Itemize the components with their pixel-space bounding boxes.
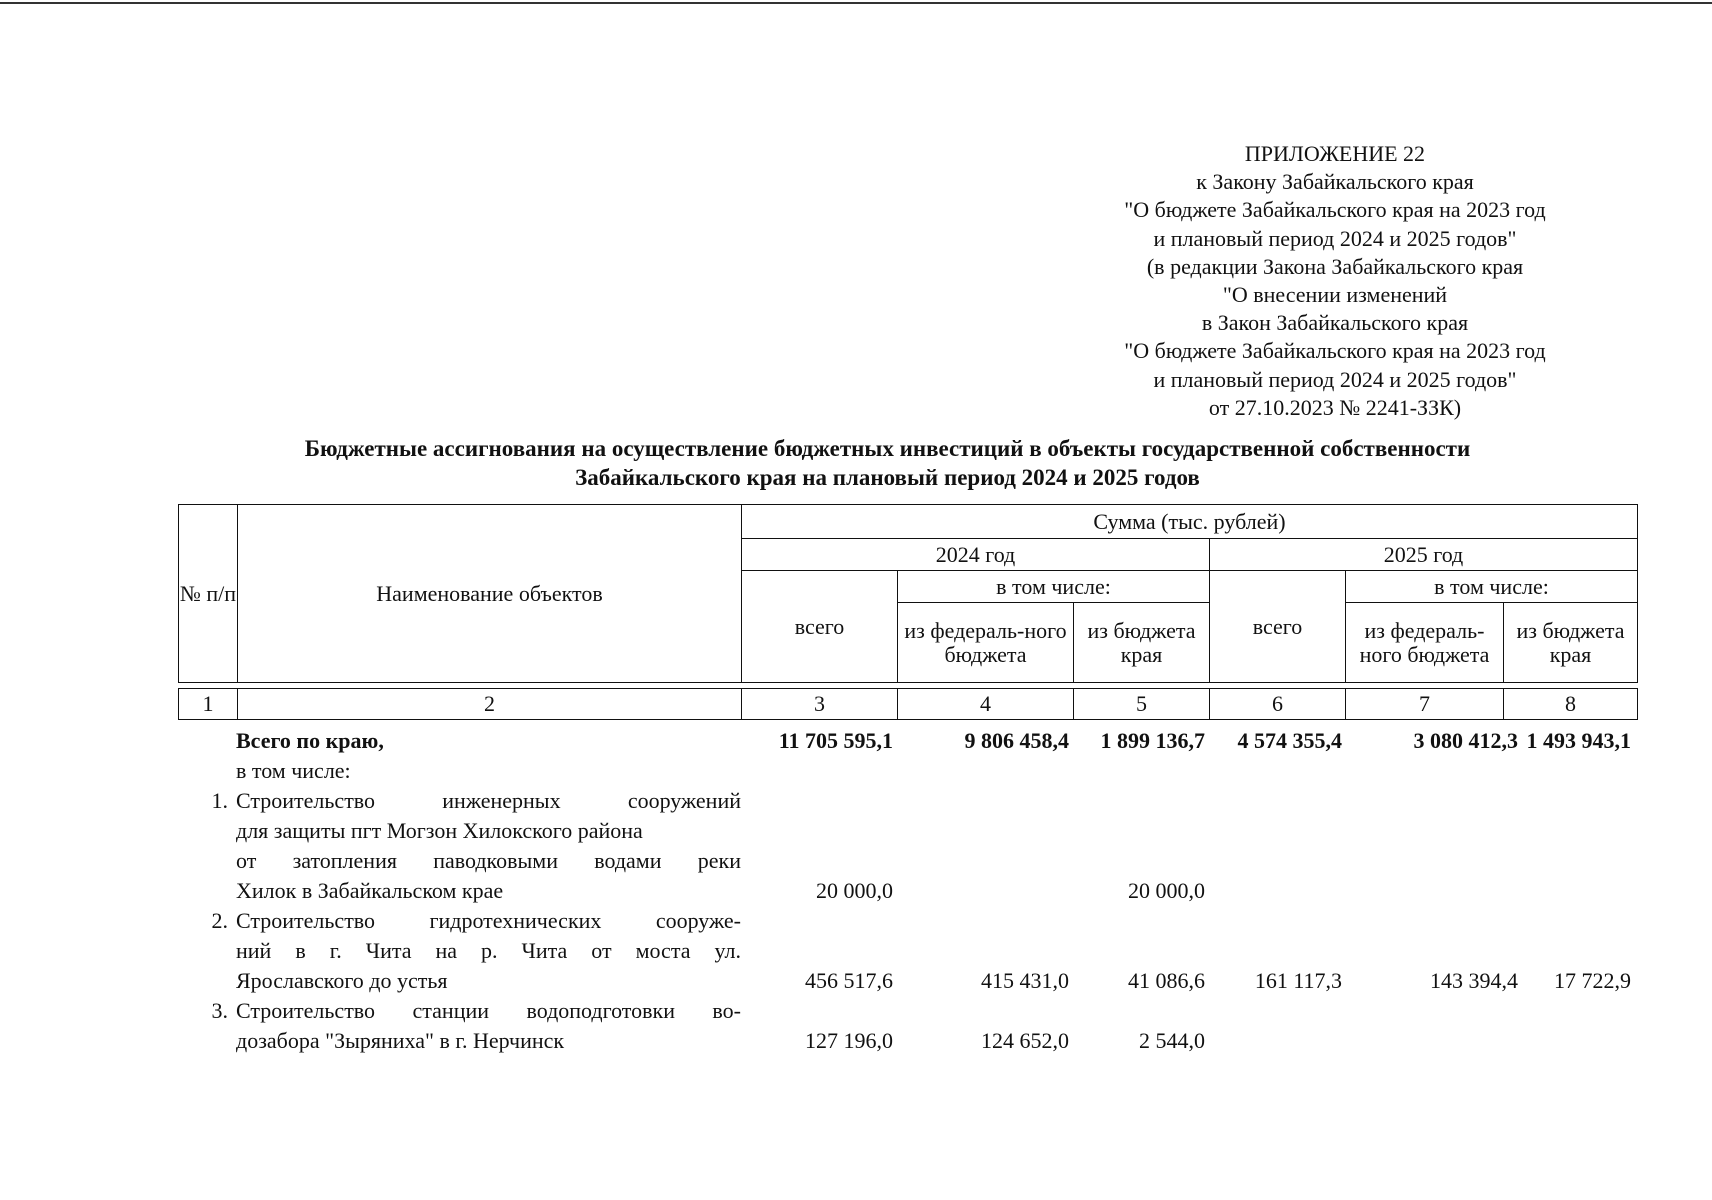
- appendix-line: от 27.10.2023 № 2241-ЗЗК): [1208, 394, 1462, 420]
- total-label: Всего по краю,: [236, 728, 384, 753]
- header-year-2025: 2025 год: [1210, 539, 1638, 571]
- row-number: 1.: [211, 788, 228, 813]
- row-name-line: Строительство инженерных сооружений: [236, 788, 741, 813]
- total-value: 9 806 458,4: [964, 728, 1069, 753]
- column-number: 5: [1074, 689, 1210, 720]
- total-value: 4 574 355,4: [1237, 728, 1342, 753]
- column-number: 8: [1504, 689, 1638, 720]
- row-value: 456 517,6: [805, 968, 893, 993]
- header-num: № п/п: [179, 505, 238, 683]
- column-number: 3: [742, 689, 898, 720]
- total-value: 11 705 595,1: [778, 728, 893, 753]
- header-federal-2025: из федераль-ного бюджета: [1346, 603, 1504, 683]
- appendix-line: и плановый период 2024 и 2025 годов": [1153, 225, 1517, 251]
- budget-table-body: [178, 726, 1633, 1056]
- row-value: [1345, 1026, 1518, 1056]
- row-name-line: Строительство станции водоподготовки во-: [236, 998, 741, 1023]
- row-value: 17 722,9: [1554, 968, 1631, 993]
- appendix-line: "О внесении изменений: [1222, 282, 1448, 308]
- header-total-2024: всего: [742, 571, 898, 683]
- header-sum: Сумма (тыс. рублей): [742, 505, 1638, 539]
- row-value: 415 431,0: [981, 968, 1069, 993]
- header-total-2025: всего: [1210, 571, 1346, 683]
- total-sublabel: в том числе:: [236, 758, 351, 783]
- appendix-line: в Закон Забайкальского края: [1201, 310, 1469, 336]
- appendix-line: "О бюджете Забайкальского края на 2023 год: [1124, 338, 1546, 364]
- header-including-2025: в том числе:: [1346, 571, 1638, 603]
- row-name-line: Хилок в Забайкальском крае: [236, 878, 504, 903]
- title-line-2: Забайкальского края на плановый период 2024 и 2025 годов: [575, 465, 1200, 490]
- appendix-line: (в редакции Закона Забайкальского края: [1146, 253, 1524, 279]
- row-value: 127 196,0: [805, 1028, 893, 1053]
- table-row: [178, 906, 1633, 996]
- row-value: [897, 876, 1069, 906]
- row-value: [1209, 1026, 1342, 1056]
- title-line-1: Бюджетные ассигнования на осуществление бюджетных инвестиций в объекты государственной собственности: [304, 436, 1471, 461]
- row-name-line: от затопления паводковыми водами реки: [236, 848, 741, 873]
- row-value: 161 117,3: [1254, 968, 1342, 993]
- table-row: [178, 786, 1633, 906]
- row-value: [1345, 876, 1518, 906]
- row-name-line: Ярославского до устья: [236, 968, 448, 993]
- header-name: Наименование объектов: [238, 505, 742, 683]
- row-value: 2 544,0: [1139, 1028, 1205, 1053]
- column-number: 7: [1346, 689, 1504, 720]
- appendix-line: к Закону Забайкальского края: [1196, 169, 1474, 195]
- column-number: 1: [179, 689, 238, 720]
- appendix-line: ПРИЛОЖЕНИЕ 22: [1244, 141, 1426, 166]
- row-value: 143 394,4: [1430, 968, 1518, 993]
- row-name-line: ний в г. Чита на р. Чита от моста ул.: [236, 938, 741, 963]
- row-value: [1209, 876, 1342, 906]
- total-value: 1 899 136,7: [1100, 728, 1205, 753]
- header-federal-2024: из федераль-ного бюджета: [898, 603, 1074, 683]
- total-value: 3 080 412,3: [1413, 728, 1518, 753]
- row-value: 41 086,6: [1128, 968, 1205, 993]
- header-including-2024: в том числе:: [898, 571, 1210, 603]
- column-number: 4: [898, 689, 1074, 720]
- row-value: [1522, 876, 1631, 906]
- total-row: [178, 726, 1633, 786]
- total-value: 1 493 943,1: [1526, 728, 1631, 753]
- header-regional-2025: из бюджета края: [1504, 603, 1638, 683]
- appendix-line: "О бюджете Забайкальского края на 2023 год: [1124, 197, 1546, 223]
- row-value: [1522, 1026, 1631, 1056]
- row-value: 20 000,0: [1128, 878, 1205, 903]
- appendix-header: [1095, 140, 1575, 422]
- header-regional-2024: из бюджета края: [1074, 603, 1210, 683]
- row-value: 124 652,0: [981, 1028, 1069, 1053]
- document-title: [150, 434, 1625, 492]
- row-number: 2.: [211, 908, 228, 933]
- row-value: 20 000,0: [816, 878, 893, 903]
- column-number: 2: [238, 689, 742, 720]
- appendix-line: и плановый период 2024 и 2025 годов": [1153, 366, 1517, 392]
- row-name-line: дозабора "Зыряниха" в г. Нерчинск: [236, 1028, 565, 1053]
- row-number: 3.: [211, 998, 228, 1023]
- budget-table-header: [178, 504, 1638, 720]
- table-row: [178, 996, 1633, 1056]
- header-year-2024: 2024 год: [742, 539, 1210, 571]
- row-name-line: Строительство гидротехнических сооруже-: [236, 908, 741, 933]
- column-number: 6: [1210, 689, 1346, 720]
- row-name-line: для защиты пгт Могзон Хилокского района: [236, 818, 643, 843]
- top-border-line: [0, 2, 1712, 4]
